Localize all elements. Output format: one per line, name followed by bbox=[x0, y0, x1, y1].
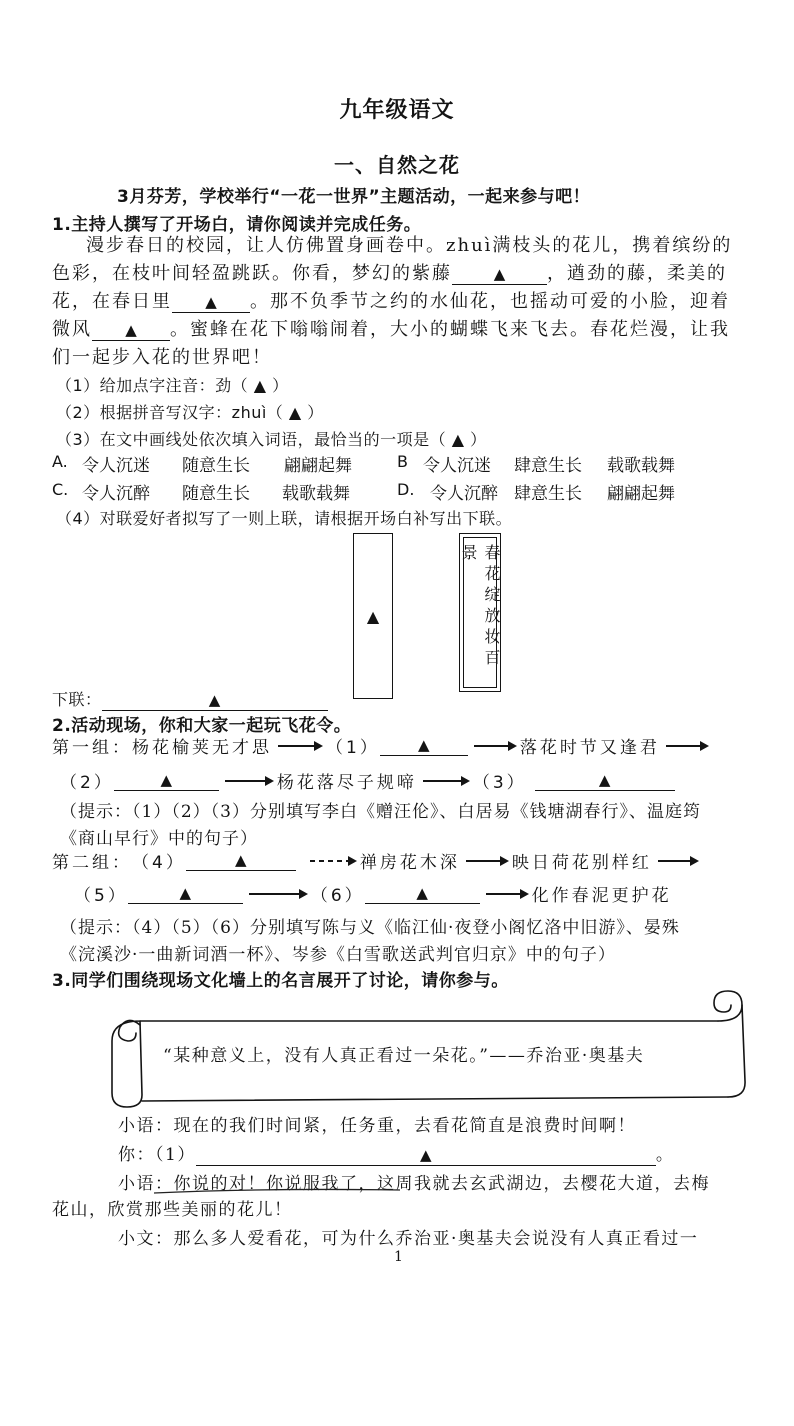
passage-text: 们一起步入花的世界吧！ bbox=[52, 347, 272, 368]
passage-text: ，遒劲的藤，柔美的 bbox=[547, 263, 727, 284]
passage-line-3 bbox=[52, 290, 730, 314]
couplet-upper-box bbox=[459, 533, 501, 692]
blank-number: （3） bbox=[472, 773, 527, 793]
scroll-left-roll bbox=[112, 1021, 142, 1107]
scroll-left-curl bbox=[119, 1020, 140, 1041]
option-a-word: 随意生长 bbox=[182, 456, 250, 476]
dialog-line-4: 花山，欣赏那些美丽的花儿！ bbox=[52, 1200, 293, 1220]
option-d-word: 翩翩起舞 bbox=[607, 484, 675, 504]
verse-text: 化作春泥更护花 bbox=[531, 886, 672, 906]
dialog-line-5: 小文：那么多人爱看花，可为什么乔治亚·奥基夫会说没有人真正看过一 bbox=[118, 1229, 699, 1249]
question-2-heading: 2.活动现场，你和大家一起玩飞花令。 bbox=[52, 716, 352, 736]
sub-question-1: （1）给加点字注音：劲（ ▲ ） bbox=[56, 376, 289, 395]
answer-mark: ▲ bbox=[366, 606, 380, 626]
blank-number: （5） bbox=[74, 886, 128, 906]
hint-2-line-2: 《浣溪沙·一曲新词酒一杯》、岑参《白雪歌送武判官归京》中的句子） bbox=[60, 945, 616, 965]
arrow-icon bbox=[474, 745, 514, 747]
passage-text: 漫步春日的校园，让人仿佛置身画卷中。zhuì满枝头的花儿，携着缤纷的 bbox=[86, 235, 733, 256]
dialog-speaker: 你：（1） bbox=[118, 1145, 196, 1165]
blank-number: （1） bbox=[326, 738, 380, 758]
passage-line-5 bbox=[52, 346, 272, 370]
scroll-right-curl bbox=[714, 991, 742, 1021]
option-c-word: 令人沉醉 bbox=[82, 484, 150, 504]
page-title: 九年级语文 bbox=[339, 98, 455, 123]
arrow-icon bbox=[423, 780, 467, 782]
option-b-word: 肆意生长 bbox=[514, 456, 582, 476]
passage-text: 。蜜蜂在花下嗡嗡闹着，大小的蝴蝶飞来飞去。春花烂漫，让我 bbox=[170, 319, 730, 340]
couplet-lower-label: 下联： bbox=[52, 690, 102, 709]
passage-text: 。那不负季节之约的水仙花，也摇动可爱的小脸，迎着 bbox=[250, 291, 730, 312]
arrow-icon bbox=[466, 860, 506, 862]
group-2-row-2 bbox=[74, 881, 672, 906]
couplet-lower-box bbox=[353, 533, 393, 699]
dialog-line-3: 小语：你说的对！你说服我了，这周我就去玄武湖边，去樱花大道，去梅 bbox=[118, 1174, 710, 1194]
verse-text: 杨花榆荚无才思 bbox=[132, 738, 272, 758]
arrow-icon bbox=[249, 893, 305, 895]
verse-text: 禅房花木深 bbox=[359, 853, 460, 873]
couplet-upper-inner-frame bbox=[459, 537, 501, 688]
hint-1-line-2: 《商山早行》中的句子） bbox=[60, 829, 258, 849]
answer-blank: ▲ bbox=[92, 320, 170, 341]
passage-line-1 bbox=[86, 234, 732, 258]
dialog-punct: 。 bbox=[655, 1145, 675, 1165]
blank-number: （4） bbox=[132, 853, 186, 873]
arrow-icon bbox=[225, 780, 271, 782]
verse-text: 杨花落尽子规啼 bbox=[276, 773, 417, 793]
dialog-line-1: 小语：现在的我们时间紧，任务重，去看花简直是浪费时间啊！ bbox=[118, 1116, 636, 1136]
blank-number: （2） bbox=[60, 773, 114, 793]
option-d-word: 令人沉醉 bbox=[430, 484, 498, 504]
option-c-word: 随意生长 bbox=[182, 484, 250, 504]
passage-text: 花，在春日里 bbox=[52, 291, 172, 312]
answer-blank: ▲ bbox=[196, 1145, 656, 1166]
sub-question-2: （2）根据拼音写汉字：zhuì（ ▲ ） bbox=[56, 403, 324, 422]
option-d-word: 肆意生长 bbox=[514, 484, 582, 504]
arrow-icon bbox=[658, 860, 696, 862]
passage-line-2 bbox=[52, 262, 727, 286]
scroll-bottom-edge bbox=[142, 1097, 728, 1101]
answer-blank: ▲ bbox=[114, 770, 219, 791]
group-1-row-2 bbox=[60, 768, 675, 793]
group-1-row-1 bbox=[52, 733, 712, 758]
option-a-word: 翩翩起舞 bbox=[284, 456, 352, 476]
answer-blank: ▲ bbox=[102, 690, 328, 711]
couplet-lower-line bbox=[52, 687, 328, 711]
option-d-label: D. bbox=[397, 480, 415, 499]
group-label: 第二组： bbox=[52, 853, 132, 873]
passage-text: 微风 bbox=[52, 319, 92, 340]
answer-blank: ▲ bbox=[380, 735, 468, 756]
answer-blank: ▲ bbox=[365, 883, 480, 904]
question-1-heading: 1.主持人撰写了开场白，请你阅读并完成任务。 bbox=[52, 215, 422, 235]
section-heading: 一、自然之花 bbox=[334, 153, 460, 177]
hint-1-line-1: （提示：（1）（2）（3）分别填写李白《赠汪伦》、白居易《钱塘湖春行》、温庭筠 bbox=[60, 802, 701, 822]
option-b-word: 载歌载舞 bbox=[607, 456, 675, 476]
quote-text: “某种意义上，没有人真正看过一朵花。”——乔治亚·奥基夫 bbox=[163, 1046, 645, 1066]
option-a-label: A. bbox=[52, 452, 68, 471]
option-c-label: C. bbox=[52, 480, 69, 499]
hint-2-line-1: （提示：（4）（5）（6）分别填写陈与义《临江仙·夜登小阁忆洛中旧游》、晏殊 bbox=[60, 918, 680, 938]
arrow-icon bbox=[666, 745, 706, 747]
passage-line-4 bbox=[52, 318, 730, 342]
dialog-line-2 bbox=[118, 1140, 674, 1166]
answer-blank: ▲ bbox=[452, 264, 547, 285]
arrow-icon bbox=[278, 745, 320, 747]
verse-text: 落花时节又逢君 bbox=[519, 738, 660, 758]
sub-question-3: （3）在文中画线处依次填入词语，最恰当的一项是（ ▲ ） bbox=[56, 430, 487, 449]
group-2-row-1 bbox=[52, 848, 702, 873]
answer-blank: ▲ bbox=[128, 883, 243, 904]
group-label: 第一组： bbox=[52, 738, 132, 758]
question-3-heading: 3.同学们围绕现场文化墙上的名言展开了讨论，请你参与。 bbox=[52, 971, 509, 991]
couplet-upper-text: 春花绽放妆百景 bbox=[459, 544, 501, 670]
arrow-icon bbox=[486, 893, 526, 895]
option-b-label: B bbox=[397, 452, 408, 471]
answer-blank: ▲ bbox=[535, 770, 675, 791]
arrow-icon bbox=[310, 860, 354, 862]
option-b-word: 令人沉迷 bbox=[423, 456, 491, 476]
verse-text: 映日荷花别样红 bbox=[511, 853, 652, 873]
option-c-word: 载歌载舞 bbox=[282, 484, 350, 504]
passage-text: 色彩，在枝叶间轻盈跳跃。你看，梦幻的紫藤 bbox=[52, 263, 452, 284]
intro-text: 3月芬芳，学校举行“一花一世界”主题活动，一起来参与吧！ bbox=[117, 187, 591, 207]
answer-blank: ▲ bbox=[186, 850, 296, 871]
page-number: 1 bbox=[394, 1249, 403, 1265]
sub-question-4: （4）对联爱好者拟写了一则上联，请根据开场白补写出下联。 bbox=[56, 509, 513, 528]
option-a-word: 令人沉迷 bbox=[82, 456, 150, 476]
answer-blank: ▲ bbox=[172, 292, 250, 313]
blank-number: （6） bbox=[310, 886, 365, 906]
